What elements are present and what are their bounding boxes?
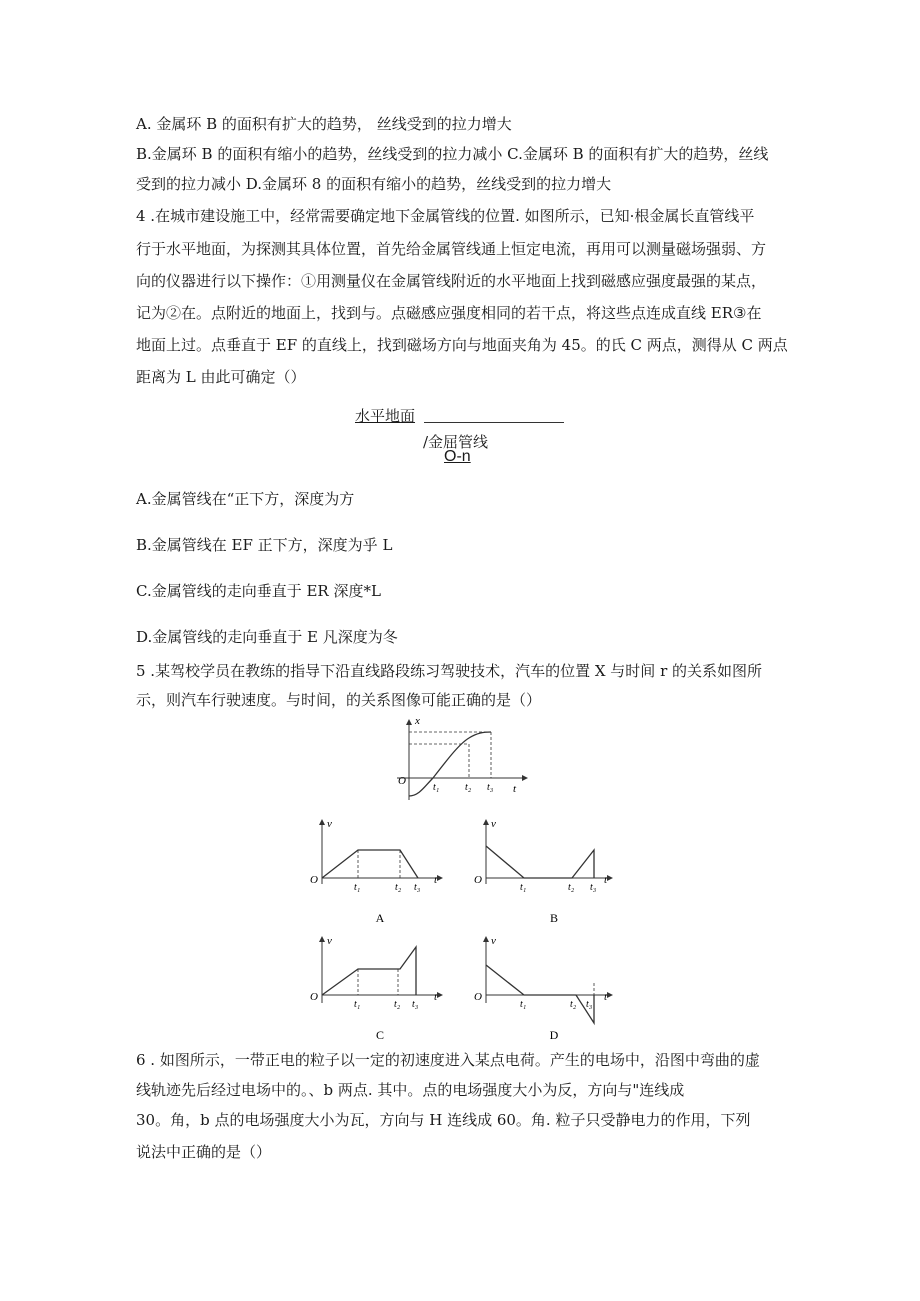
vt-b-t2: t₂: [568, 882, 575, 893]
vt-b-line: [486, 846, 594, 878]
vt-b-origin: O: [474, 874, 482, 886]
q4-text-line-3: 向的仪器进行以下操作：①用测量仪在金属管线附近的水平地面上找到磁感应强度最强的某点，: [136, 272, 767, 290]
q6-text-line-2: 线轨迹先后经过电场中的。、b 两点. 其中。点的电场强度大小为反，方向与"连线成: [136, 1081, 685, 1099]
xt-curve: [409, 732, 491, 796]
xt-origin: O: [398, 775, 406, 787]
vt-c-origin: O: [310, 991, 318, 1003]
xt-tick-t2: t₂: [465, 782, 472, 793]
vt-a-t2: t₂: [395, 882, 402, 893]
q4-option-c: C.金属管线的走向垂直于 ER 深度*L: [136, 582, 381, 600]
vt-graph-a: [308, 816, 448, 926]
q6-text-line-3: 30。角，b 点的电场强度大小为瓦，方向与 H 连线成 60。角. 粒子只受静电力的作用，下列: [136, 1111, 751, 1129]
vt-d-t2: t₂: [570, 999, 577, 1010]
ground-label: 水平地面: [355, 407, 416, 425]
vt-a-y-label: v: [327, 818, 332, 830]
q4-text-line-2: 行于水平地面，为探测其具体位置，首先给金属管线通上恒定电流，再用可以测量磁场强弱、方: [136, 240, 767, 258]
vt-a-t3: t₃: [414, 882, 421, 893]
q4-text-line-1: 4 .在城市建设施工中，经常需要确定地下金属管线的位置. 如图所示，已知·根金属长直管线平: [136, 207, 755, 225]
q4-text-line-6: 距离为 L 由此可确定（）: [136, 368, 306, 386]
xt-x-label: t: [513, 783, 517, 795]
vt-c-label: C: [375, 1028, 385, 1042]
vt-c-y-label: v: [327, 935, 332, 947]
vt-a-x-label: t: [434, 874, 438, 886]
q6-text-line-1: 6 . 如图所示，一带正电的粒子以一定的初速度进入某点电荷。产生的电场中，沿图中弯曲的虚: [136, 1051, 760, 1069]
vt-b-label: B: [549, 911, 559, 925]
vt-b-y-label: v: [491, 818, 496, 830]
q4-text-line-5: 地面上过。点垂直于 EF 的直线上，找到磁场方向与地面夹角为 45。的氏 C 两点，测得从 C 两点: [136, 336, 788, 354]
vt-c-t1: t₁: [354, 999, 361, 1010]
q6-text-line-4: 说法中正确的是（）: [136, 1143, 272, 1161]
q3-option-a: A. 金属环 B 的面积有扩大的趋势， 丝线受到的拉力增大: [136, 115, 512, 133]
vt-b-t3: t₃: [590, 882, 597, 893]
vt-a-label: A: [375, 911, 385, 925]
vt-c-line: [322, 947, 416, 995]
vt-a-line: [322, 850, 418, 878]
q4-option-d: D.金属管线的走向垂直于 E 凡深度为冬: [136, 628, 398, 646]
ground-line: [424, 422, 564, 423]
xt-graph: [395, 714, 535, 806]
vt-d-t1: t₁: [520, 999, 527, 1010]
vt-graph-d: [472, 933, 622, 1043]
vt-b-x-label: t: [604, 874, 608, 886]
vt-d-y-label: v: [491, 935, 496, 947]
vt-graph-c: [308, 933, 448, 1043]
vt-b-t1: t₁: [520, 882, 527, 893]
vt-a-origin: O: [310, 874, 318, 886]
q4-text-line-4: 记为②在。点附近的地面上，找到与。点磁感应强度相同的若干点，将这些点连成直线 ER③在: [136, 304, 762, 322]
q5-text-line-1: 5 .某驾校学员在教练的指导下沿直线路段练习驾驶技术，汽车的位置 X 与时间 r 的关系如图所: [136, 662, 763, 680]
xt-y-label: x: [415, 715, 420, 727]
pipe-bottom-label: O-n: [444, 448, 471, 465]
pipe-label: /金屈管线: [423, 433, 489, 451]
vt-d-label: D: [549, 1028, 559, 1042]
xt-tick-t3: t₃: [487, 782, 494, 793]
vt-c-t3: t₃: [412, 999, 419, 1010]
vt-c-x-label: t: [434, 991, 438, 1003]
q4-option-a: A.金属管线在“正下方，深度为方: [136, 490, 355, 508]
vt-d-x-label: t: [604, 991, 608, 1003]
vt-graph-b: [472, 816, 622, 926]
vt-d-line: [486, 965, 594, 1023]
vt-a-t1: t₁: [354, 882, 361, 893]
vt-d-origin: O: [474, 991, 482, 1003]
vt-d-t3: t₃: [586, 999, 593, 1010]
xt-tick-t1: t₁: [433, 782, 440, 793]
q4-option-b: B.金属管线在 EF 正下方，深度为乎 L: [136, 536, 393, 554]
q3-option-b-c: B.金属环 B 的面积有缩小的趋势，丝线受到的拉力减小 C.金属环 B 的面积有扩大的趋势，丝线: [136, 145, 769, 163]
vt-c-t2: t₂: [394, 999, 401, 1010]
q5-text-line-2: 示，则汽车行驶速度。与时间，的关系图像可能正确的是（）: [136, 691, 542, 709]
q3-option-c-d: 受到的拉力减小 D.金属环 8 的面积有缩小的趋势，丝线受到的拉力增大: [136, 175, 612, 193]
